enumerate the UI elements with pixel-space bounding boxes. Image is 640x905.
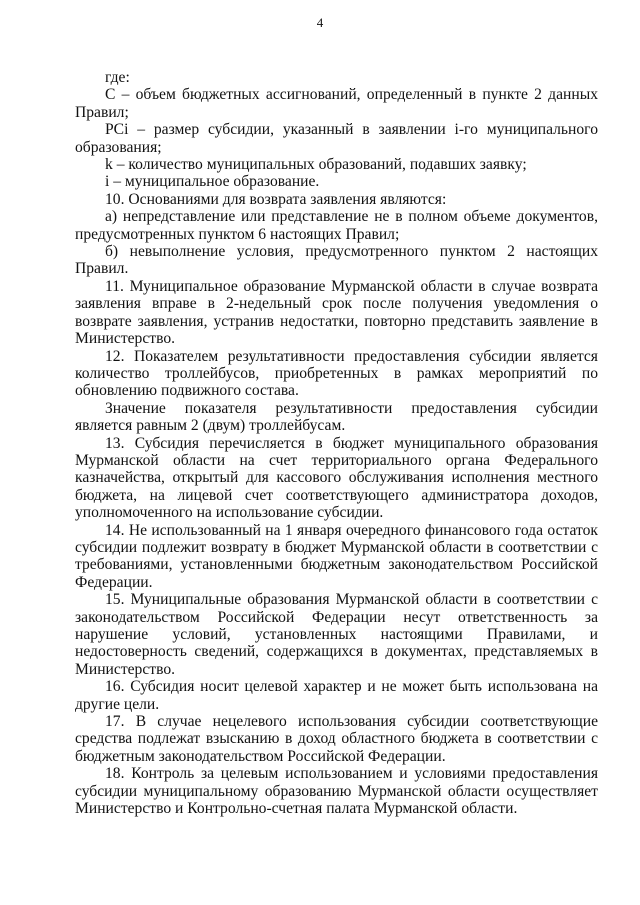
paragraph-definition-c: С – объем бюджетных ассигнований, определенный в пункте 2 данных Правил; xyxy=(75,86,598,121)
paragraph-10: 10. Основаниями для возврата заявления являются: xyxy=(105,190,447,208)
paragraph-definition-i: i – муниципальное образование. xyxy=(105,173,320,191)
paragraph-10b: б) невыполнение условия, предусмотренного пунктом 2 настоящих Правил. xyxy=(75,243,598,278)
paragraph-17: 17. В случае нецелевого использования субсидии соответствующие средства подлежат взысканию в доход областного бюджета в соответствии с бюджетным законодательством Российской Федерации. xyxy=(75,713,598,765)
paragraph-18: 18. Контроль за целевым использованием и условиями предоставления субсидии муниципальному образованию Мурманской области осуществляет Министерство и Контрольно-счетная палата Мурманской области. xyxy=(75,765,598,818)
paragraph-13: 13. Субсидия перечисляется в бюджет муниципального образования Мурманской области на счет территориального органа Федерального казначейства, открытый для кассового обслуживания исполнения местного бюджета, на лицевой счет соответствующего администратора доходов, уполномоченного на использование субсидии. xyxy=(75,434,598,522)
paragraph-definition-k: k – количество муниципальных образований, подавших заявку; xyxy=(105,156,527,174)
paragraph-11: 11. Муниципальное образование Мурманской области в случае возврата заявления вправе в 2-недельный срок после получения уведомления о возврате заявления, устранив недостатки, повторно представить заявление в Министерство. xyxy=(75,277,598,348)
page-number: 4 xyxy=(316,15,324,30)
paragraph-14: 14. Не использованный на 1 января очередного финансового года остаток субсидии подлежит возврату в бюджет Мурманской области в соответствии с требованиями, установленными бюджетным законодательством Российской Федерации. xyxy=(75,521,598,591)
document-body xyxy=(75,69,598,817)
paragraph-16: 16. Субсидия носит целевой характер и не может быть использована на другие цели. xyxy=(75,678,598,713)
paragraph-12: 12. Показателем результативности предоставления субсидии является количество троллейбусов, приобретенных в рамках мероприятий по обновлению подвижного состава. xyxy=(75,347,598,400)
paragraph-12-value: Значение показателя результативности предоставления субсидии является равным 2 (двум) троллейбусам. xyxy=(75,399,598,435)
paragraph-definition-pci: PCi – размер субсидии, указанный в заявлении i-го муниципального образования; xyxy=(75,121,598,156)
paragraph-10a: а) непредставление или представление не в полном объеме документов, предусмотренных пунктом 6 настоящих Правил; xyxy=(75,208,598,243)
paragraph-15: 15. Муниципальные образования Мурманской области в соответствии с законодательством Российской Федерации несут ответственность за нарушение условий, установленных настоящими Правилами, и недостоверность сведений, содержащихся в документах, представляемых в Министерство. xyxy=(75,591,598,678)
paragraph-where: где: xyxy=(105,69,130,86)
